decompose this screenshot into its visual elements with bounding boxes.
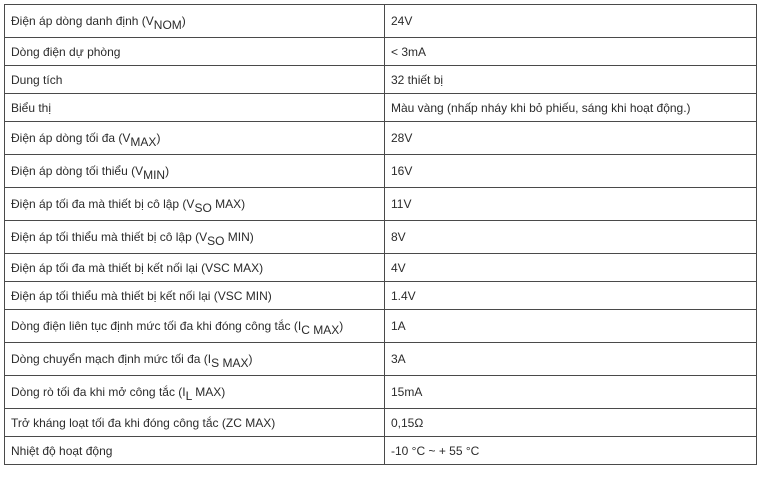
param-suffix: ) bbox=[165, 164, 170, 178]
table-row bbox=[5, 155, 757, 188]
value-cell: 28V bbox=[385, 122, 757, 155]
param-cell bbox=[5, 221, 385, 254]
value-cell: < 3mA bbox=[385, 38, 757, 66]
value-cell: 24V bbox=[385, 5, 757, 38]
param-label: Điện áp dòng danh định (V bbox=[11, 14, 154, 28]
table-row bbox=[5, 437, 757, 465]
param-label: Điện áp dòng tối thiểu (V bbox=[11, 164, 144, 178]
value-cell: Màu vàng (nhấp nháy khi bỏ phiếu, sáng khi hoạt động.) bbox=[385, 94, 757, 122]
param-cell bbox=[5, 188, 385, 221]
table-row bbox=[5, 409, 757, 437]
param-cell bbox=[5, 282, 385, 310]
table-row bbox=[5, 66, 757, 94]
table-row bbox=[5, 221, 757, 254]
param-label: Nhiệt độ hoạt động bbox=[11, 443, 113, 458]
param-label: Điện áp tối thiểu mà thiết bị cô lập (V bbox=[11, 230, 208, 244]
value-cell: 3A bbox=[385, 343, 757, 376]
value-cell: 0,15Ω bbox=[385, 409, 757, 437]
table-row bbox=[5, 376, 757, 409]
param-cell bbox=[5, 38, 385, 66]
value-cell: 32 thiết bị bbox=[385, 66, 757, 94]
param-label: Trở kháng loạt tối đa khi đóng công tắc (ZC MAX) bbox=[11, 415, 276, 430]
table-row bbox=[5, 122, 757, 155]
param-label: Dòng rò tối đa khi mở công tắc (I bbox=[11, 385, 186, 399]
value-cell: 1.4V bbox=[385, 282, 757, 310]
param-cell bbox=[5, 376, 385, 409]
param-cell bbox=[5, 94, 385, 122]
value-cell: 16V bbox=[385, 155, 757, 188]
param-subscript: C MAX bbox=[301, 323, 340, 337]
param-label: Dòng điện dự phòng bbox=[11, 44, 121, 59]
param-subscript: L bbox=[185, 389, 192, 403]
param-cell bbox=[5, 122, 385, 155]
table-row bbox=[5, 188, 757, 221]
param-suffix: MAX) bbox=[191, 385, 226, 399]
table-row bbox=[5, 282, 757, 310]
spec-table bbox=[4, 4, 757, 465]
table-row bbox=[5, 254, 757, 282]
param-suffix: ) bbox=[339, 319, 344, 333]
param-suffix: ) bbox=[181, 14, 186, 28]
param-cell bbox=[5, 409, 385, 437]
param-subscript: MAX bbox=[130, 135, 157, 149]
param-subscript: NOM bbox=[153, 18, 182, 32]
table-row bbox=[5, 310, 757, 343]
param-suffix: MIN) bbox=[224, 230, 254, 244]
value-cell: 4V bbox=[385, 254, 757, 282]
param-cell bbox=[5, 310, 385, 343]
param-cell bbox=[5, 155, 385, 188]
param-label: Biểu thị bbox=[11, 100, 52, 115]
param-suffix: ) bbox=[248, 352, 253, 366]
param-cell bbox=[5, 66, 385, 94]
value-cell: 8V bbox=[385, 221, 757, 254]
param-suffix: MAX) bbox=[211, 197, 246, 211]
value-cell: 11V bbox=[385, 188, 757, 221]
param-subscript: S MAX bbox=[211, 356, 249, 370]
param-label: Dòng điện liên tục định mức tối đa khi đóng công tắc (I bbox=[11, 319, 302, 333]
param-suffix: ) bbox=[156, 131, 161, 145]
value-cell: -10 °C ~ + 55 °C bbox=[385, 437, 757, 465]
param-subscript: SO bbox=[194, 201, 212, 215]
value-cell: 1A bbox=[385, 310, 757, 343]
param-subscript: MIN bbox=[143, 168, 166, 182]
param-label: Dung tích bbox=[11, 72, 63, 87]
param-label: Điện áp tối đa mà thiết bị cô lập (V bbox=[11, 197, 195, 211]
param-label: Điện áp dòng tối đa (V bbox=[11, 131, 131, 145]
value-cell: 15mA bbox=[385, 376, 757, 409]
param-cell bbox=[5, 254, 385, 282]
table-row bbox=[5, 38, 757, 66]
param-cell bbox=[5, 5, 385, 38]
param-label: Điện áp tối đa mà thiết bị kết nối lại (VSC MAX) bbox=[11, 260, 264, 275]
param-label: Điện áp tối thiểu mà thiết bị kết nối lại (VSC MIN) bbox=[11, 288, 272, 303]
param-cell bbox=[5, 437, 385, 465]
table-row bbox=[5, 343, 757, 376]
param-cell bbox=[5, 343, 385, 376]
param-label: Dòng chuyển mạch định mức tối đa (I bbox=[11, 352, 212, 366]
table-row bbox=[5, 5, 757, 38]
table-row bbox=[5, 94, 757, 122]
param-subscript: SO bbox=[207, 234, 225, 248]
